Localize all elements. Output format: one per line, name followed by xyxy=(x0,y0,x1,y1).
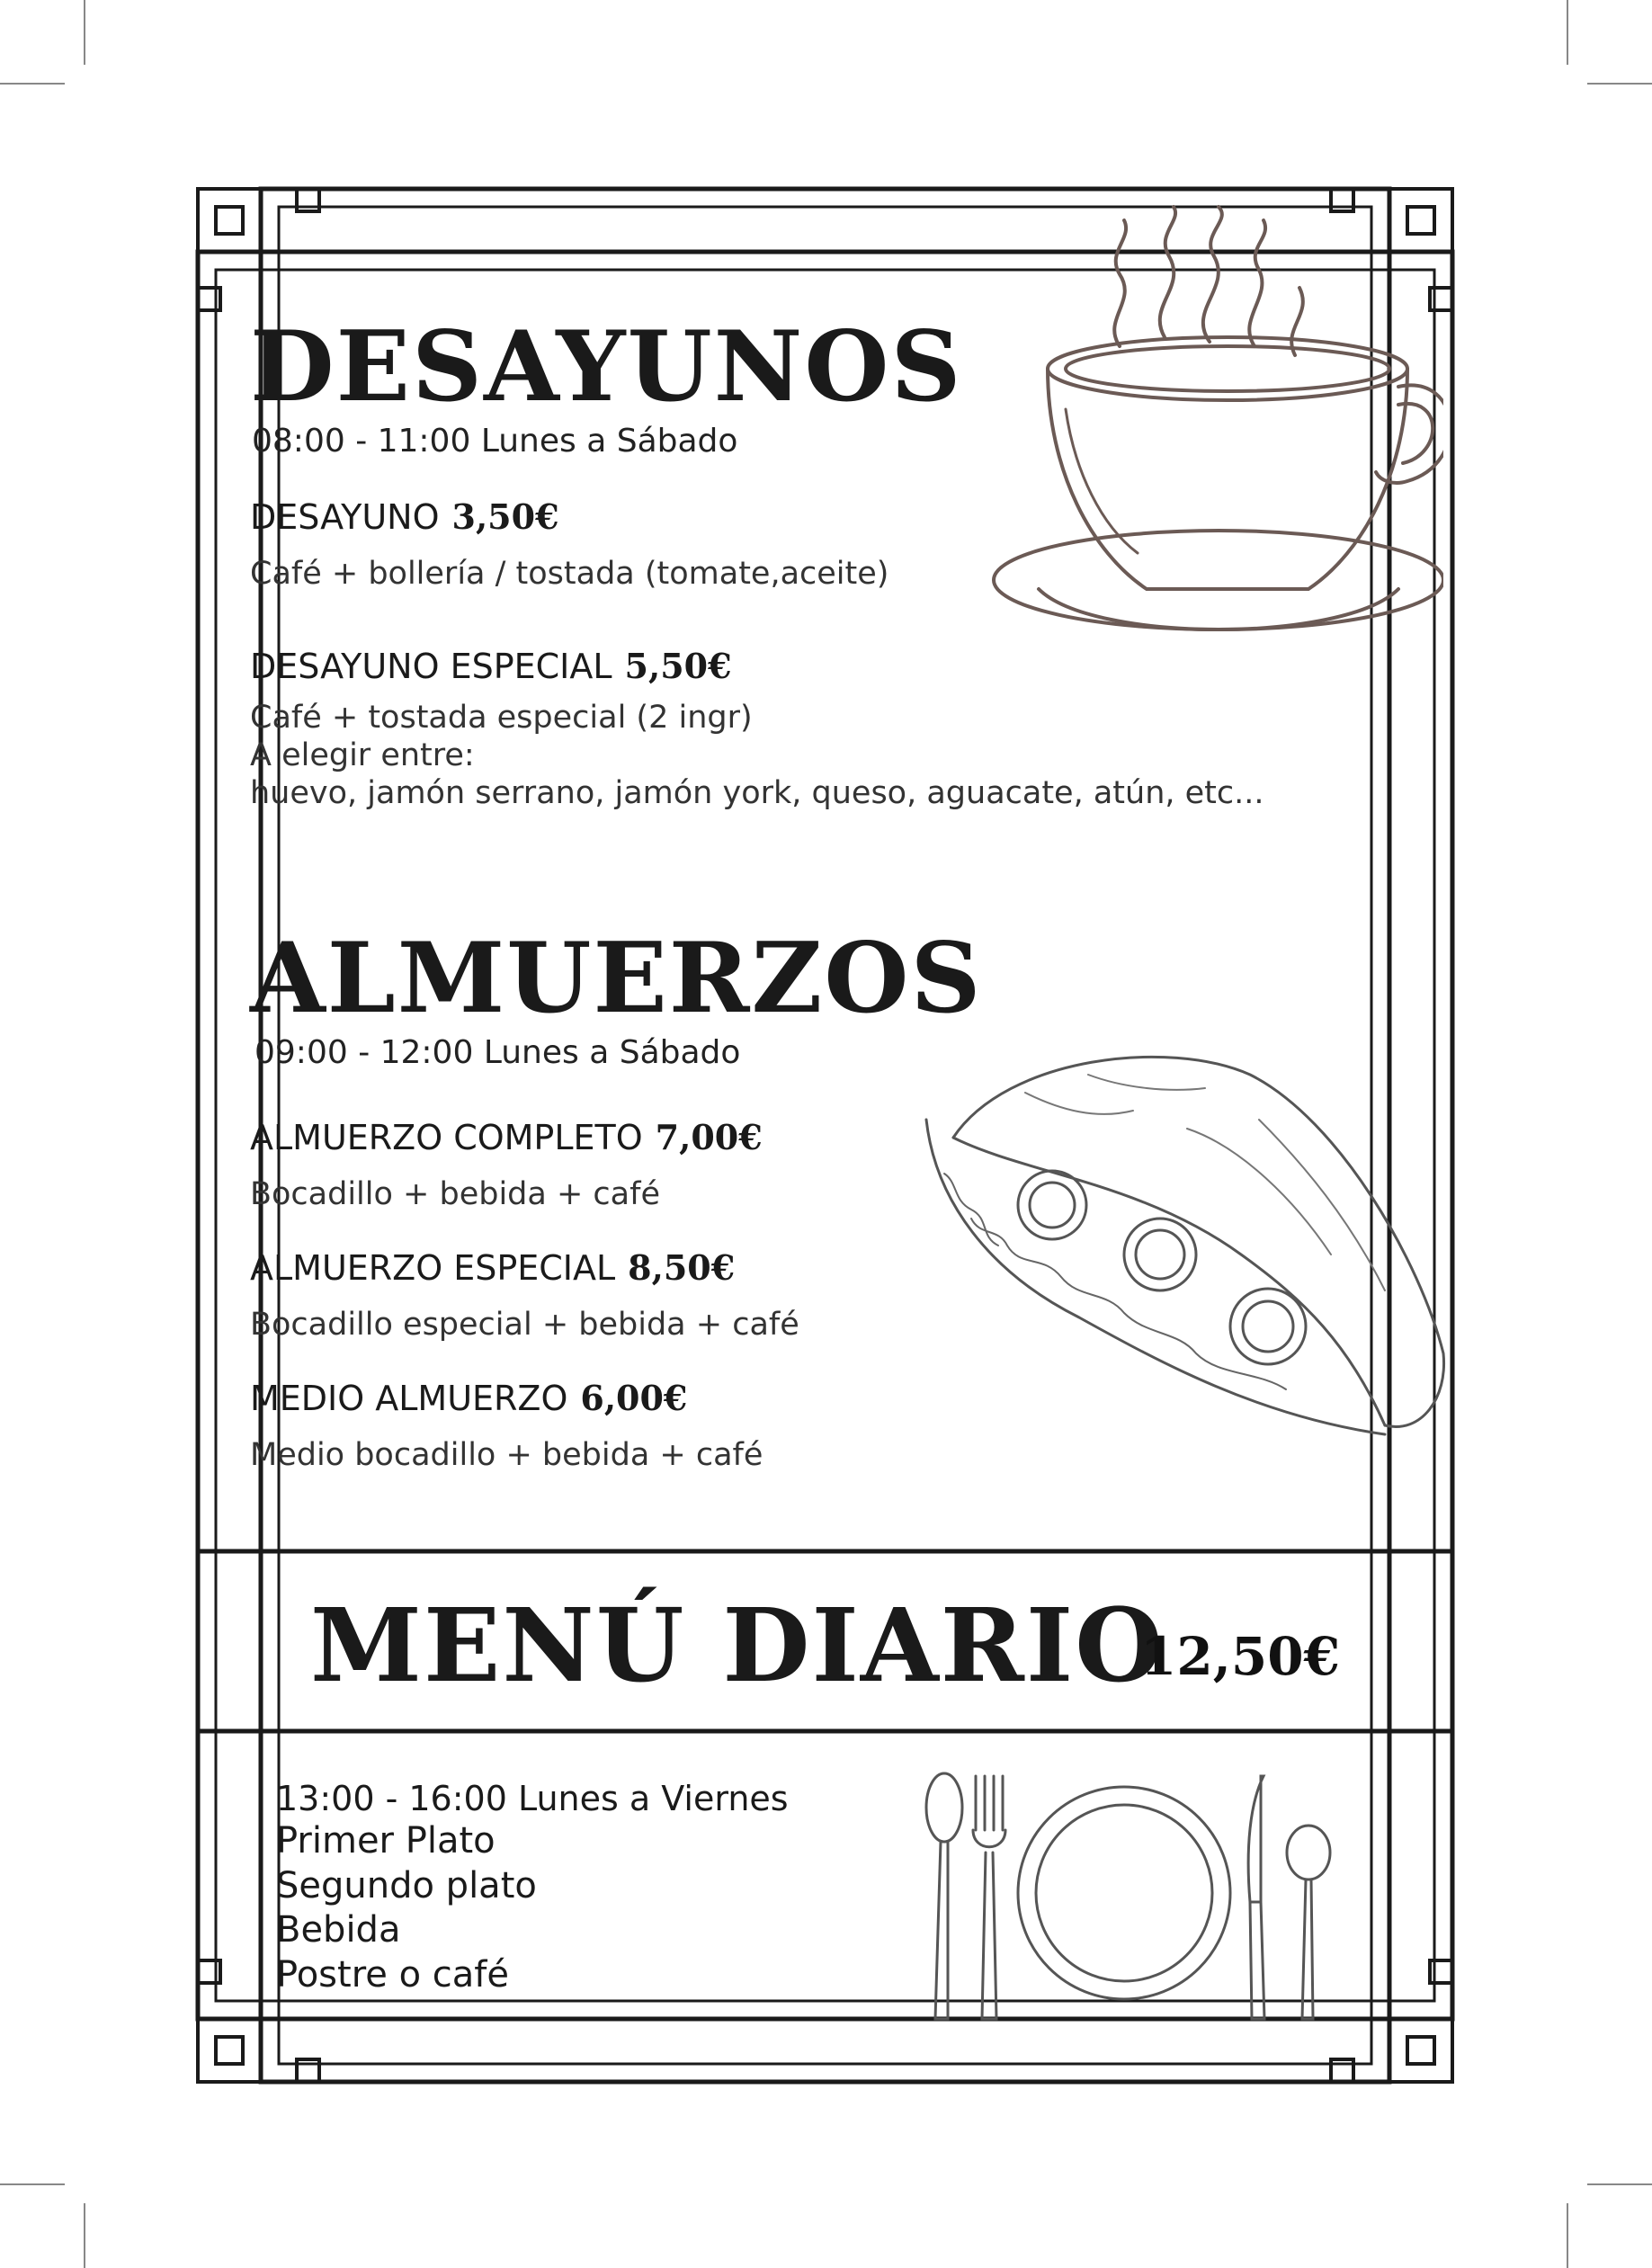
item-price: 3,50€ xyxy=(451,496,559,537)
hours-desayunos: 08:00 - 11:00 Lunes a Sábado xyxy=(252,423,738,460)
crop-mark xyxy=(1587,83,1652,85)
crop-mark xyxy=(84,0,85,65)
item-desc: Café + tostada especial (2 ingr) xyxy=(250,700,753,736)
coffee-cup-icon xyxy=(985,202,1443,670)
place-setting-icon xyxy=(908,1767,1349,2028)
item-price: 5,50€ xyxy=(624,646,732,686)
item-desc: huevo, jamón serrano, jamón york, queso, aguacate, atún, etc... xyxy=(250,775,1264,811)
sandwich-icon xyxy=(917,1039,1448,1452)
crop-mark xyxy=(0,2183,65,2185)
section-title-menu-diario: MENÚ DIARIO xyxy=(310,1587,1165,1705)
item-desc: Bocadillo + bebida + café xyxy=(250,1176,660,1212)
item-desc: Café + bollería / tostada (tomate,aceite) xyxy=(250,556,889,592)
item-desc: A elegir entre: xyxy=(250,737,475,773)
menu-item-almuerzo-completo xyxy=(250,1117,763,1157)
course-item: Segundo plato xyxy=(276,1865,537,1906)
item-name: DESAYUNO xyxy=(250,497,440,537)
section-title-almuerzos: ALMUERZOS xyxy=(250,922,983,1035)
course-item: Postre o café xyxy=(276,1954,509,1996)
hours-almuerzos: 09:00 - 12:00 Lunes a Sábado xyxy=(254,1034,741,1071)
menu-item-almuerzo-especial xyxy=(250,1247,735,1288)
course-item: Primer Plato xyxy=(276,1820,496,1862)
item-desc: Bocadillo especial + bebida + café xyxy=(250,1307,799,1343)
crop-mark xyxy=(1567,0,1568,65)
menu-diario-price: 12,50€ xyxy=(1140,1626,1340,1687)
menu-item-desayuno-especial xyxy=(250,646,732,686)
item-name: ALMUERZO ESPECIAL xyxy=(250,1248,616,1288)
course-item: Bebida xyxy=(276,1909,401,1951)
item-name: ALMUERZO COMPLETO xyxy=(250,1118,643,1157)
item-name: DESAYUNO ESPECIAL xyxy=(250,647,612,686)
item-name: MEDIO ALMUERZO xyxy=(250,1379,568,1418)
crop-mark xyxy=(1587,2183,1652,2185)
item-desc: Medio bocadillo + bebida + café xyxy=(250,1437,763,1473)
crop-mark xyxy=(1567,2203,1568,2268)
hours-menu-diario: 13:00 - 16:00 Lunes a Viernes xyxy=(276,1779,789,1818)
item-price: 7,00€ xyxy=(655,1117,763,1157)
item-price: 8,50€ xyxy=(628,1247,736,1288)
section-title-desayunos: DESAYUNOS xyxy=(250,310,963,424)
menu-item-medio-almuerzo xyxy=(250,1378,687,1418)
crop-mark xyxy=(0,83,65,85)
menu-item-desayuno xyxy=(250,496,559,537)
crop-mark xyxy=(84,2203,85,2268)
item-price: 6,00€ xyxy=(580,1378,688,1418)
